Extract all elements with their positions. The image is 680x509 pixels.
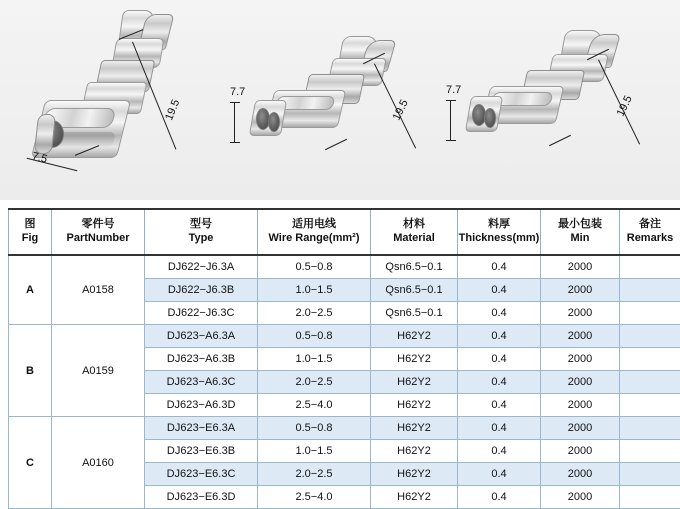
cell-remarks <box>620 463 680 486</box>
cell-remarks <box>620 348 680 371</box>
cell-remarks <box>620 255 680 279</box>
column-header-thickness-en: Thickness(mm) <box>458 232 540 246</box>
dimension-label-c-length: 19.5 <box>615 94 635 119</box>
cell-remarks <box>620 279 680 302</box>
cell-part-number: A0159 <box>52 325 145 417</box>
cell-min-package: 2000 <box>541 279 620 302</box>
dimension-line-c-width <box>450 100 451 140</box>
cell-material: H62Y2 <box>371 371 458 394</box>
cell-wire-range: 0.5−0.8 <box>258 325 371 348</box>
cell-min-package: 2000 <box>541 394 620 417</box>
column-header-fig-en: Fig <box>9 232 51 246</box>
cell-wire-range: 1.0−1.5 <box>258 279 371 302</box>
cell-type: DJ623−E6.3B <box>145 440 258 463</box>
cell-type: DJ622−J6.3C <box>145 302 258 325</box>
cell-material: H62Y2 <box>371 486 458 509</box>
column-header-type-cn: 型号 <box>145 218 257 232</box>
table-row <box>9 417 680 440</box>
cell-material: H62Y2 <box>371 440 458 463</box>
column-header-thickness <box>458 209 541 255</box>
cell-thickness: 0.4 <box>458 348 541 371</box>
cell-min-package: 2000 <box>541 255 620 279</box>
terminal-b-illustration <box>228 14 428 184</box>
cell-remarks <box>620 394 680 417</box>
cell-thickness: 0.4 <box>458 302 541 325</box>
cell-thickness: 0.4 <box>458 440 541 463</box>
dimension-label-c-width: 7.7 <box>446 84 461 96</box>
cell-wire-range: 2.5−4.0 <box>258 394 371 417</box>
column-header-part-number-cn: 零件号 <box>52 218 144 232</box>
cell-thickness: 0.4 <box>458 255 541 279</box>
column-header-min-package-en: Min <box>541 232 619 246</box>
column-header-wire-range-en: Wire Range(mm²) <box>258 232 370 246</box>
cell-part-number: A0158 <box>52 255 145 325</box>
cell-type: DJ622−J6.3B <box>145 279 258 302</box>
column-header-type <box>145 209 258 255</box>
cell-type: DJ623−A6.3B <box>145 348 258 371</box>
cell-remarks <box>620 417 680 440</box>
column-header-part-number <box>52 209 145 255</box>
cell-wire-range: 2.0−2.5 <box>258 463 371 486</box>
cell-wire-range: 1.0−1.5 <box>258 440 371 463</box>
product-photo-panel <box>0 0 680 200</box>
cell-remarks <box>620 302 680 325</box>
cell-material: H62Y2 <box>371 417 458 440</box>
column-header-wire-range <box>258 209 371 255</box>
cell-min-package: 2000 <box>541 371 620 394</box>
column-header-remarks-cn: 备注 <box>620 218 680 232</box>
cell-min-package: 2000 <box>541 463 620 486</box>
cell-type: DJ623−A6.3D <box>145 394 258 417</box>
cell-thickness: 0.4 <box>458 417 541 440</box>
cell-fig: B <box>9 325 52 417</box>
cell-type: DJ622−J6.3A <box>145 255 258 279</box>
cell-material: Qsn6.5−0.1 <box>371 302 458 325</box>
cell-material: Qsn6.5−0.1 <box>371 279 458 302</box>
cell-wire-range: 2.5−4.0 <box>258 486 371 509</box>
terminal-a-illustration <box>14 8 194 188</box>
cell-type: DJ623−A6.3C <box>145 371 258 394</box>
cell-remarks <box>620 440 680 463</box>
cell-wire-range: 0.5−0.8 <box>258 255 371 279</box>
cell-wire-range: 1.0−1.5 <box>258 348 371 371</box>
cell-fig: A <box>9 255 52 325</box>
column-header-fig-cn: 图 <box>9 218 51 232</box>
table-body <box>9 255 680 509</box>
cell-material: H62Y2 <box>371 348 458 371</box>
table-header <box>9 209 680 255</box>
column-header-material-cn: 材料 <box>371 218 457 232</box>
column-header-min-package <box>541 209 620 255</box>
cell-min-package: 2000 <box>541 348 620 371</box>
cell-fig: C <box>9 417 52 509</box>
column-header-wire-range-cn: 适用电线 <box>258 218 370 232</box>
dimension-label-b-length: 19.5 <box>391 98 411 123</box>
dimension-label-a-length: 19.5 <box>163 98 182 122</box>
table-row <box>9 325 680 348</box>
dimension-line-b-width <box>234 102 235 142</box>
table-row <box>9 255 680 279</box>
column-header-remarks-en: Remarks <box>620 232 680 246</box>
cell-min-package: 2000 <box>541 325 620 348</box>
column-header-type-en: Type <box>145 232 257 246</box>
column-header-min-package-cn: 最小包装 <box>541 218 619 232</box>
cell-wire-range: 2.0−2.5 <box>258 302 371 325</box>
cell-type: DJ623−E6.3D <box>145 486 258 509</box>
cell-thickness: 0.4 <box>458 394 541 417</box>
column-header-remarks <box>620 209 680 255</box>
column-header-part-number-en: PartNumber <box>52 232 144 246</box>
cell-wire-range: 2.0−2.5 <box>258 371 371 394</box>
cell-min-package: 2000 <box>541 440 620 463</box>
cell-material: H62Y2 <box>371 325 458 348</box>
cell-material: H62Y2 <box>371 394 458 417</box>
terminal-c-illustration <box>442 14 652 184</box>
cell-remarks <box>620 371 680 394</box>
cell-thickness: 0.4 <box>458 486 541 509</box>
cell-thickness: 0.4 <box>458 325 541 348</box>
cell-min-package: 2000 <box>541 486 620 509</box>
dimension-label-b-width: 7.7 <box>230 86 245 98</box>
cell-thickness: 0.4 <box>458 371 541 394</box>
cell-material: H62Y2 <box>371 463 458 486</box>
cell-wire-range: 0.5−0.8 <box>258 417 371 440</box>
cell-remarks <box>620 486 680 509</box>
column-header-thickness-cn: 料厚 <box>458 218 540 232</box>
cell-part-number: A0160 <box>52 417 145 509</box>
column-header-material-en: Material <box>371 232 457 246</box>
cell-thickness: 0.4 <box>458 279 541 302</box>
cell-remarks <box>620 325 680 348</box>
cell-min-package: 2000 <box>541 302 620 325</box>
cell-material: Qsn6.5−0.1 <box>371 255 458 279</box>
cell-type: DJ623−E6.3C <box>145 463 258 486</box>
column-header-fig <box>9 209 52 255</box>
cell-type: DJ623−E6.3A <box>145 417 258 440</box>
dimension-label-a-width: 7.5 <box>31 150 49 165</box>
specification-table <box>8 208 680 509</box>
cell-thickness: 0.4 <box>458 463 541 486</box>
cell-min-package: 2000 <box>541 417 620 440</box>
column-header-material <box>371 209 458 255</box>
cell-type: DJ623−A6.3A <box>145 325 258 348</box>
